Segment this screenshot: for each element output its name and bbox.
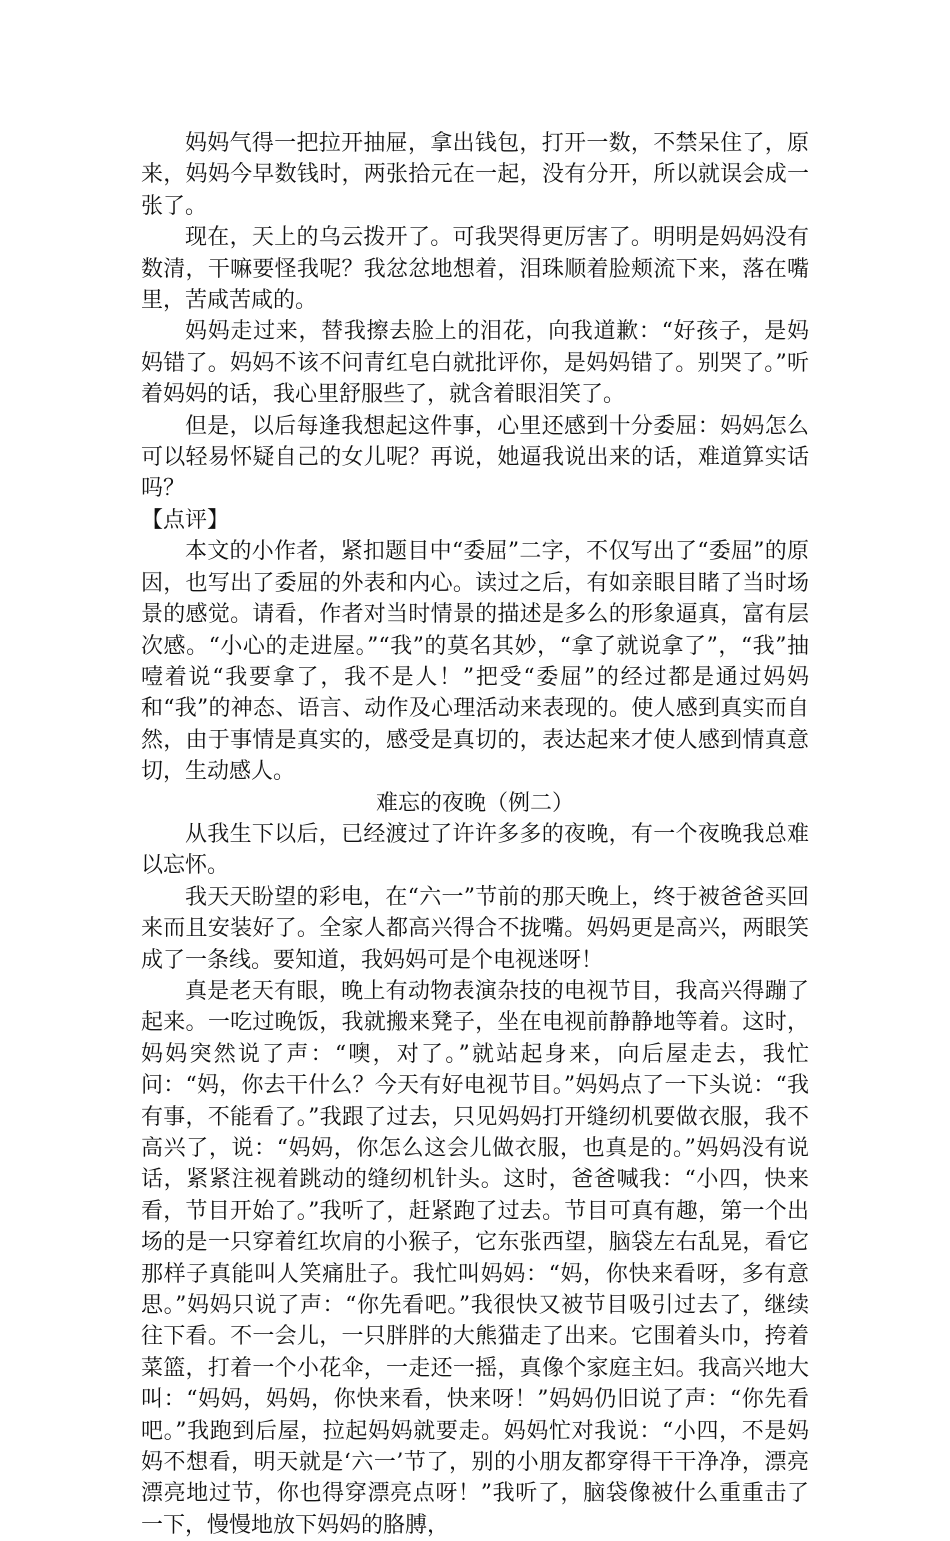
paragraph-apology: 妈妈走过来，替我擦去脸上的泪花，向我道歉：“好孩子，是妈妈错了。妈妈不该不问青红皂白就批评你，是妈妈错了。别哭了。”听着妈妈的话，我心里舒服些了，就含着眼泪笑了。 <box>141 319 809 408</box>
comment-paragraph: 本文的小作者，紧扣题目中“委屈”二字，不仅写出了“委屈”的原因，也写出了委屈的外表和内心。读过之后，有如亲眼目睹了当时场景的感觉。请看，作者对当时情景的描述是多么的形象逼真，富有层次感。“小心的走进屋。”“我”的莫名其妙，“拿了就说拿了”，“我”抽噎着说“我要拿了，我不是人！”把受“委屈”的经过都是通过妈妈和“我”的神态、语言、动作及心理活动来表现的。使人感到真实而自然，由于事情是真实的，感受是真切的，表达起来才使人感到情真意切，生动感人。 <box>141 539 809 785</box>
paragraph-evening: 真是老天有眼，晚上有动物表演杂技的电视节目，我高兴得蹦了起来。一吃过晚饭，我就搬来凳子，坐在电视前静静地等着。这时，妈妈突然说了声：“噢，对了。”就站起身来，向后屋走去，我忙问：“妈，你去干什么？今天有好电视节目。”妈妈点了一下头说：“我有事，不能看了。”我跟了过去，只见妈妈打开缝纫机要做衣服，我不高兴了，说：“妈妈，你怎么这会儿做衣服，也真是的。”妈妈没有说话，紧紧注视着跳动的缝纫机针头。这时，爸爸喊我：“小四，快来看，节目开始了。”我听了，赶紧跑了过去。节目可真有趣，第一个出场的是一只穿着红坎肩的小猴子，它东张西望，脑袋左右乱晃，看它那样子真能叫人笑痛肚子。我忙叫妈妈：“妈，你快来看呀，多有意思。”妈妈只说了声：“你先看吧。”我很快又被节目吸引过去了，继续往下看。不一会儿，一只胖胖的大熊猫走了出来。它围着头巾，挎着菜篮，打着一个小花伞，一走还一摇，真像个家庭主妇。我高兴地大叫：“妈妈，妈妈，你快来看，快来呀！”妈妈仍旧说了声：“你先看吧。”我跑到后屋，拉起妈妈就要走。妈妈忙对我说：“小四，不是妈妈不想看，明天就是‘六一’节了，别的小朋友都穿得干干净净，漂亮漂亮地过节，你也得穿漂亮点呀！”我听了，脑袋像被什么重重击了一下，慢慢地放下妈妈的胳膊， <box>141 978 809 1538</box>
comment-label: 【点评】 <box>141 507 230 533</box>
paragraph-crying: 现在，天上的乌云拨开了。可我哭得更厉害了。明明是妈妈没有数清，干嘛要怪我呢？我忿忿地想着，泪珠顺着脸颊流下来，落在嘴里，苦咸苦咸的。 <box>141 225 809 314</box>
document-page <box>141 128 809 1541</box>
paragraph-money-count: 妈妈气得一把拉开抽屉，拿出钱包，打开一数，不禁呆住了，原来，妈妈今早数钱时，两张拾元在一起，没有分开，所以就误会成一张了。 <box>141 131 809 219</box>
section-title: 难忘的夜晚（例二） <box>375 790 574 816</box>
paragraph-intro: 从我生下以后，已经渡过了许许多多的夜晚，有一个夜晚我总难以忘怀。 <box>141 821 809 879</box>
paragraph-tv: 我天天盼望的彩电，在“六一”节前的那天晚上，终于被爸爸买回来而且安装好了。全家人都高兴得合不拢嘴。妈妈更是高兴，两眼笑成了一条线。要知道，我妈妈可是个电视迷呀！ <box>141 884 809 973</box>
paragraph-reflection: 但是，以后每逢我想起这件事，心里还感到十分委屈：妈妈怎么可以轻易怀疑自己的女儿呢？再说，她逼我说出来的话，难道算实话吗？ <box>141 413 809 502</box>
